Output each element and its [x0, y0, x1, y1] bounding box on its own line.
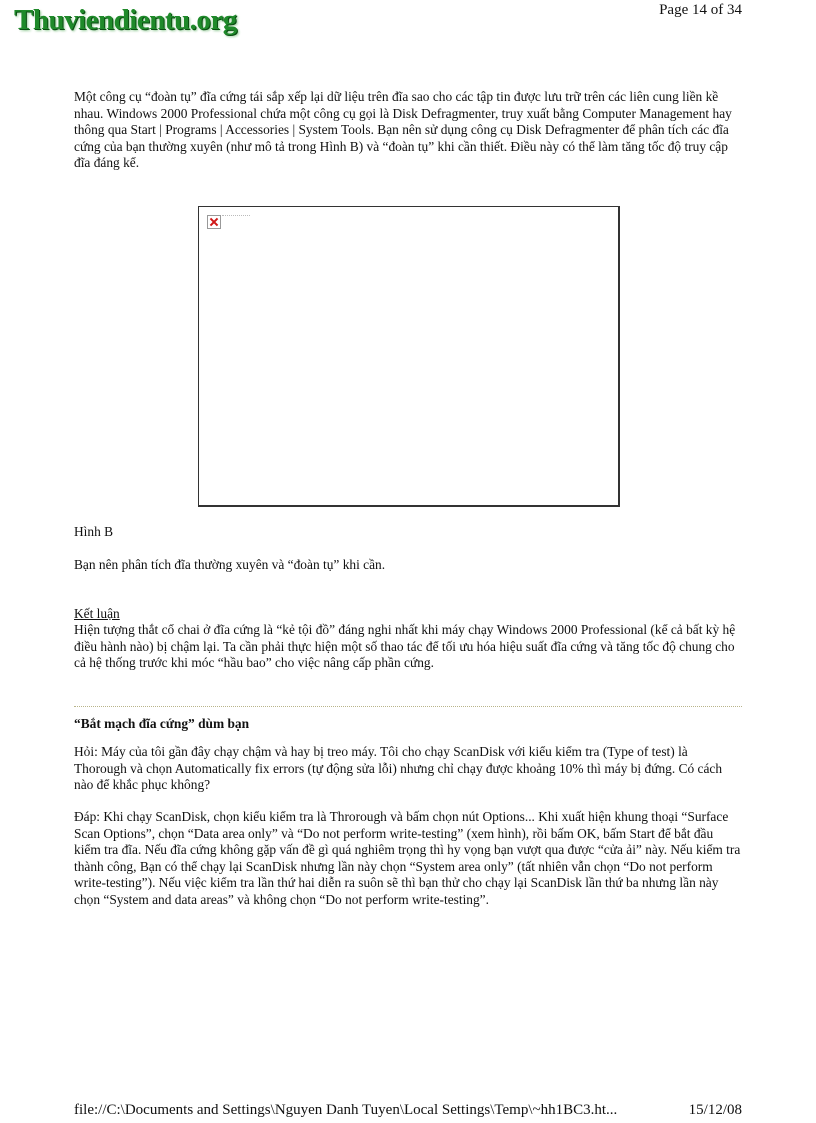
- question-paragraph: Hỏi: Máy của tôi gần đây chạy chậm và hay bị treo máy. Tôi cho chạy ScanDisk với kiểu kiểm tra (Type of test) là Thorough và chọn Automatically fix errors (tự động sửa lỗi) nhưng chỉ chạy được khoảng 10% thì máy bị đứng. Có cách nào để khắc phục không?: [74, 744, 723, 793]
- section-title: “Bắt mạch đĩa cứng” dùm bạn: [74, 716, 250, 731]
- page-indicator: Page 14 of 34: [659, 2, 742, 18]
- figure-b-placeholder: [198, 206, 620, 507]
- conclusion-heading: Kết luận: [74, 606, 120, 621]
- file-path: file://C:\Documents and Settings\Nguyen Danh Tuyen\Local Settings\Temp\~hh1BC3.ht...: [74, 1102, 618, 1118]
- site-logo: Thuviendientu.org: [14, 4, 237, 36]
- image-frame-edge: [222, 215, 250, 216]
- answer-paragraph: Đáp: Khi chạy ScanDisk, chọn kiểu kiểm tra là Throrough và bấm chọn nút Options... Khi xuất hiện khung thoại “Surface Scan Options”, chọn “Data area only” và “Do not perform write-testing” (xem hình), rồi bấm OK, bấm Start để bắt đầu kiểm tra đĩa. Nếu đĩa cứng không gặp vấn đề gì quá nghiêm trọng thì hy vọng bạn vượt qua được “cửa ải” này. Nếu kiểm tra thành công, Bạn có thể chạy lại ScanDisk nhưng lần này chọn “System area only” (tất nhiên vẫn chọn “Do not perform write-testing”). Nếu việc kiểm tra lần thứ hai diễn ra suôn sẽ thì bạn thử cho chạy lại ScanDisk lần thứ ba nhưng lần này chọn “System and data areas” và không chọn “Do not perform write-testing”.: [74, 809, 741, 907]
- section-divider: [74, 706, 742, 707]
- figure-caption: Hình B: [74, 524, 114, 539]
- print-date: 15/12/08: [688, 1102, 742, 1118]
- figure-note: Bạn nên phân tích đĩa thường xuyên và “đoàn tụ” khi cần.: [74, 557, 386, 572]
- conclusion-text: Hiện tượng thắt cổ chai ở đĩa cứng là “kẻ tội đồ” đáng nghi nhất khi máy chạy Windows 2000 Professional (kể cả bất kỳ hệ điều hành nào) bị chậm lại. Ta cần phải thực hiện một số thao tác để tối ưu hóa hiệu suất đĩa cứng và tăng tốc độ chung cho cả hệ thống trước khi móc “hầu bao” cho việc nâng cấp phần cứng.: [74, 622, 736, 671]
- broken-image-icon: [207, 215, 221, 229]
- intro-paragraph: Một công cụ “đoàn tụ” đĩa cứng tái sắp xếp lại dữ liệu trên đĩa sao cho các tập tin được lưu trữ trên các liên cung liền kề nhau. Windows 2000 Professional chứa một công cụ gọi là Disk Defragmenter, truy xuất bằng Computer Management hay thông qua Start | Programs | Accessories | System Tools. Bạn nên sử dụng công cụ Disk Defragmenter để phân tích các đĩa cứng của bạn thường xuyên (như mô tả trong Hình B) và “đoàn tụ” khi cần thiết. Điều này có thể làm tăng tốc độ truy cập đĩa đáng kể.: [74, 89, 732, 171]
